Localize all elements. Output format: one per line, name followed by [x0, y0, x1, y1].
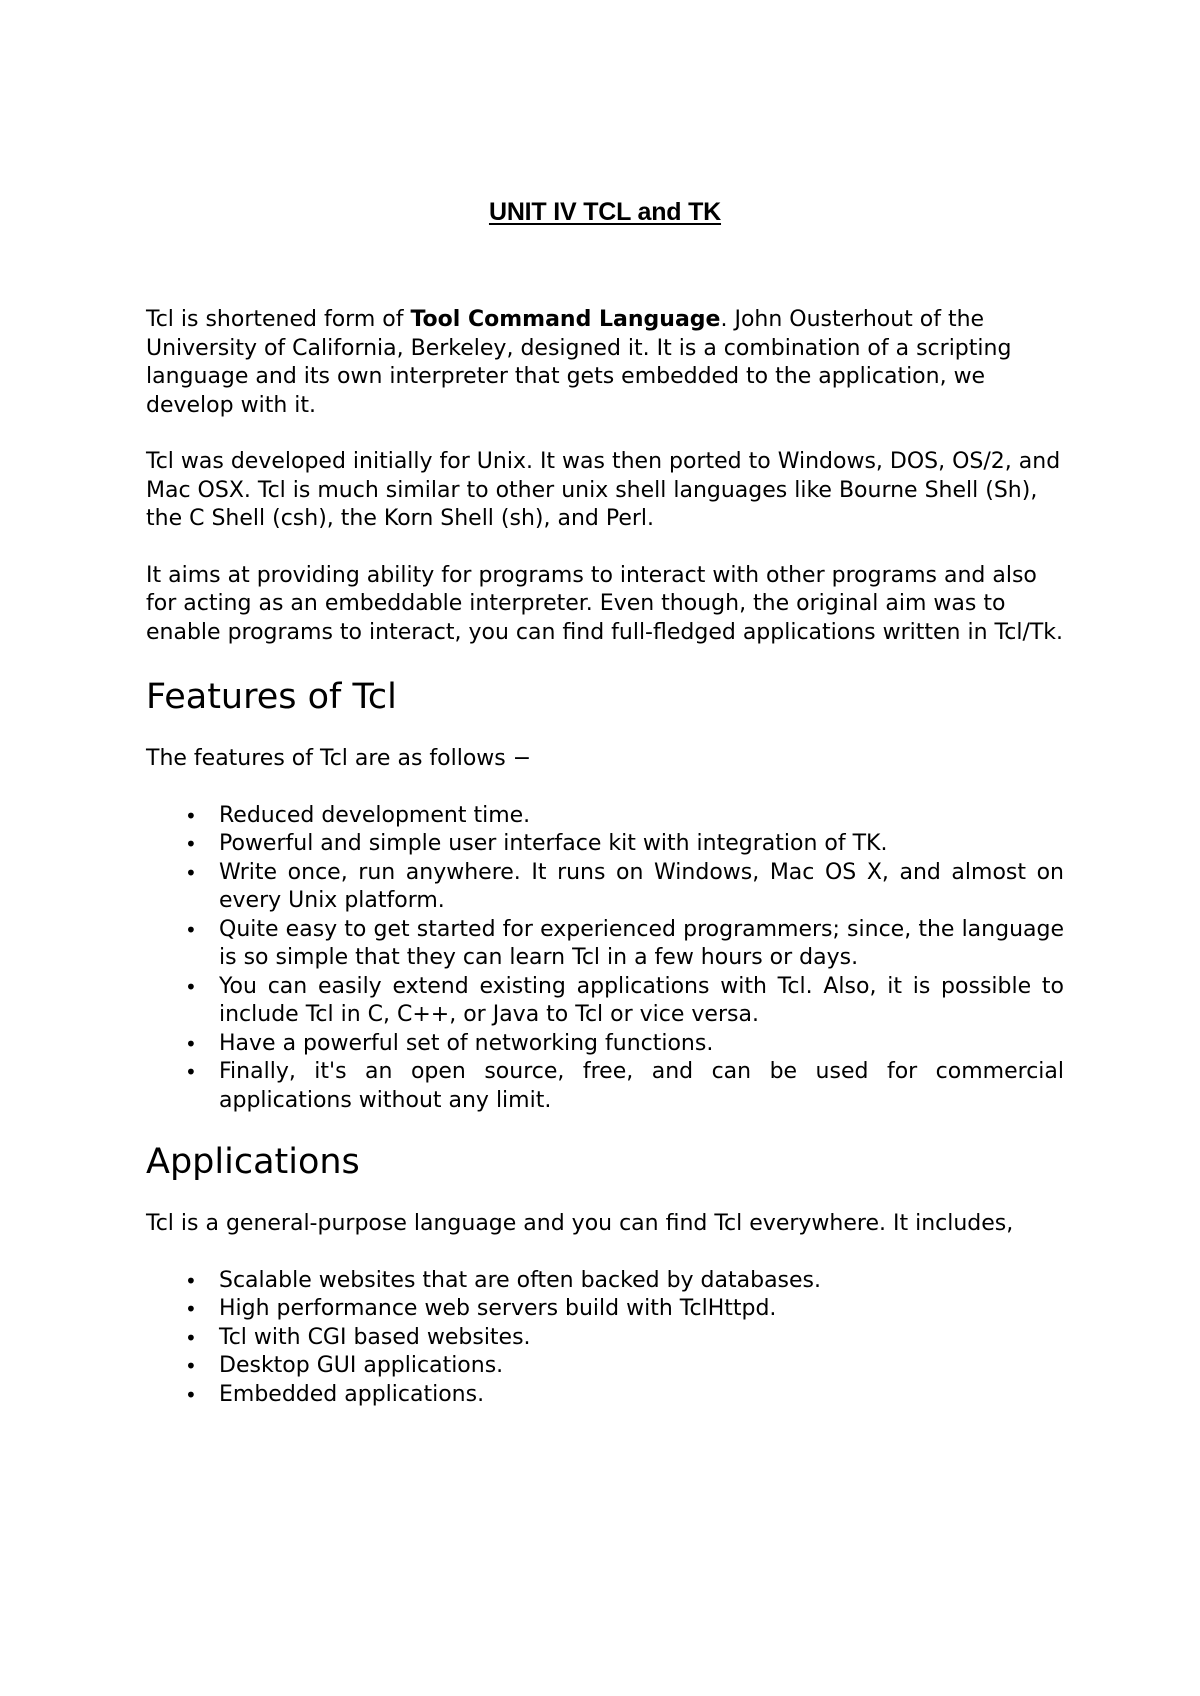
document-body	[146, 197, 1064, 1409]
bullet-icon: •	[185, 917, 197, 942]
list-item-text: Tcl with CGI based websites.	[219, 1324, 531, 1350]
list-item	[146, 830, 1064, 859]
list-item	[146, 1030, 1064, 1059]
bullet-icon: •	[185, 860, 197, 885]
list-item	[146, 973, 1064, 1030]
list-item-text: Finally, it's an open source, free, and can be used for commercial applications without any limit.	[219, 1059, 1064, 1113]
list-item-text: Embedded applications.	[219, 1381, 485, 1407]
aims-paragraph: It aims at providing ability for programs to interact with other programs and also for acting as an embeddable interpreter. Even though, the original aim was to enable programs to interact, you can find full-fledged applications written in Tcl/Tk.	[146, 562, 1064, 645]
list-item-text: High performance web servers build with TclHttpd.	[219, 1296, 777, 1321]
bullet-icon: •	[185, 1297, 197, 1321]
bullet-icon: •	[185, 974, 197, 999]
bullet-icon: •	[185, 1268, 197, 1293]
document-title: UNIT IV TCL and TK	[488, 198, 722, 226]
features-list	[146, 802, 1064, 1116]
applications-heading: Applications	[146, 1142, 360, 1182]
applications-lead: Tcl is a general-purpose language and you can find Tcl everywhere. It includes,	[146, 1211, 1014, 1236]
intro-text-start: Tcl is shortened form of	[146, 307, 411, 332]
list-item-text: Quite easy to get started for experienced programmers; since, the language is so simple that they can learn Tcl in a few hours or days.	[219, 916, 1064, 970]
list-item	[146, 1267, 1064, 1296]
bullet-icon: •	[185, 1382, 197, 1407]
bullet-icon: •	[185, 1354, 197, 1378]
features-lead: The features of Tcl are as follows −	[146, 746, 532, 771]
list-item-text: Write once, run anywhere. It runs on Windows, Mac OS X, and almost on every Unix platform.	[219, 859, 1064, 913]
features-heading: Features of Tcl	[146, 677, 397, 717]
applications-list	[146, 1267, 1064, 1410]
list-item	[146, 802, 1064, 831]
list-item	[146, 1352, 1064, 1381]
intro-paragraph	[146, 306, 1064, 420]
intro-text-end: . John Ousterhout of the University of California, Berkeley, designed it. It is a combination of a scripting language and its own interpreter that gets embedded to the application, we develop with it.	[146, 307, 1012, 418]
list-item-text: Reduced development time.	[219, 802, 531, 828]
bullet-icon: •	[185, 832, 197, 856]
bullet-icon: •	[185, 1060, 197, 1084]
list-item	[146, 859, 1064, 916]
list-item-text: Powerful and simple user interface kit with integration of TK.	[219, 831, 888, 856]
list-item	[146, 1324, 1064, 1353]
bullet-icon: •	[185, 1325, 197, 1350]
bullet-icon: •	[185, 803, 197, 828]
list-item-text: Desktop GUI applications.	[219, 1353, 504, 1378]
intro-bold-term: Tool Command Language	[410, 307, 721, 332]
bullet-icon: •	[185, 1031, 197, 1056]
list-item	[146, 1295, 1064, 1324]
history-paragraph: Tcl was developed initially for Unix. It was then ported to Windows, DOS, OS/2, and Mac OSX. Tcl is much similar to other unix shell languages like Bourne Shell (Sh), the C Shell (csh), the Korn Shell (sh), and Perl.	[146, 449, 1061, 531]
list-item	[146, 916, 1064, 973]
list-item-text: You can easily extend existing applications with Tcl. Also, it is possible to include Tcl in C, C++, or Java to Tcl or vice versa.	[219, 973, 1064, 1027]
list-item-text: Scalable websites that are often backed by databases.	[219, 1267, 822, 1293]
list-item	[146, 1381, 1064, 1410]
list-item	[146, 1058, 1064, 1115]
list-item-text: Have a powerful set of networking functions.	[219, 1030, 714, 1056]
